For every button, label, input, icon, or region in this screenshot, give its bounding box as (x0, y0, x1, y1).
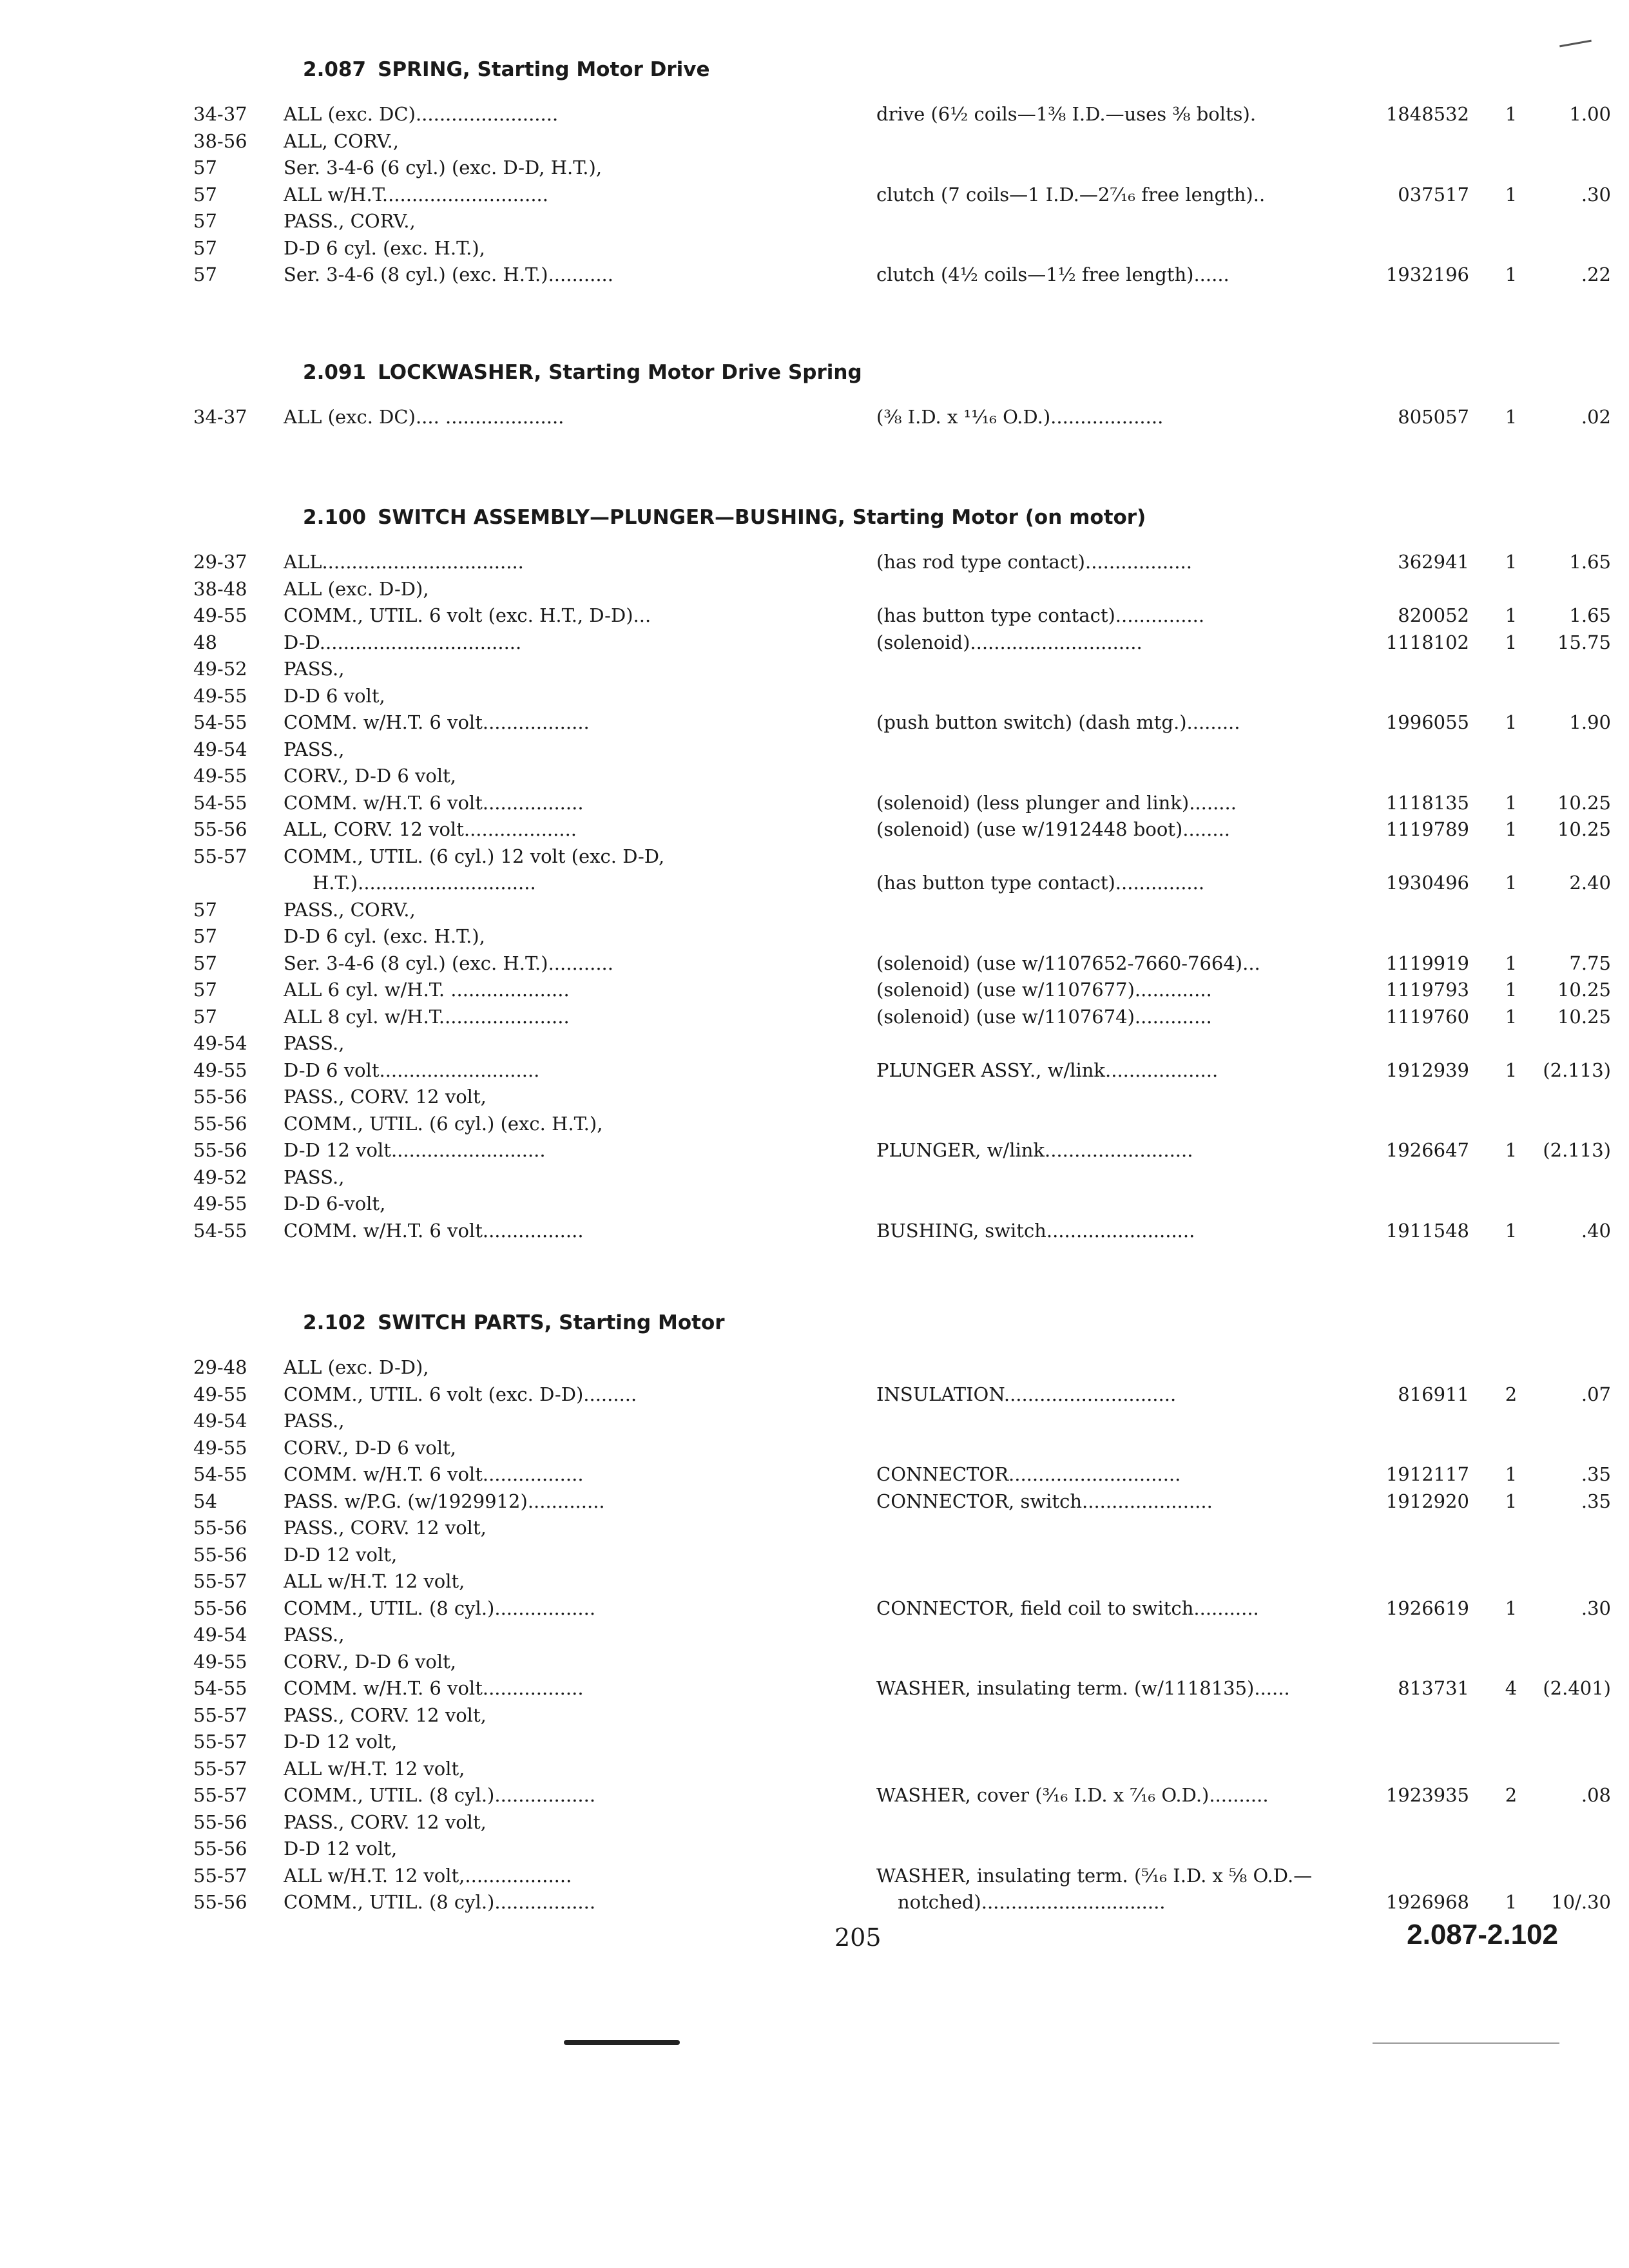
model-years: 49-55 (193, 1650, 247, 1673)
model-years: 55-57 (193, 1757, 247, 1780)
table-row (193, 1517, 1579, 1544)
application: ALL (exc. D-D), (284, 1356, 429, 1378)
section-2-100 (193, 506, 1611, 1246)
application: D-D 6 volt........................... (284, 1059, 540, 1081)
part-number: 1932196 (1385, 264, 1469, 285)
model-years: 57 (193, 210, 217, 232)
table-row (193, 1597, 1611, 1624)
table-row (193, 604, 1611, 631)
table-row (193, 872, 1611, 899)
application: D-D 6 cyl. (exc. H.T.), (284, 925, 485, 947)
application: ALL.................................. (284, 551, 524, 573)
quantity: 1 (1505, 979, 1518, 1001)
model-years: 38-48 (193, 577, 247, 600)
model-years: 49-55 (193, 684, 247, 707)
application: PASS., CORV. 12 volt, (284, 1811, 487, 1833)
part-description: WASHER, cover (³⁄₁₆ I.D. x ⁷⁄₁₆ O.D.).......... (876, 1784, 1269, 1806)
part-description: PLUNGER ASSY., w/link................... (876, 1059, 1219, 1081)
table-row (193, 1838, 1579, 1865)
quantity: 4 (1505, 1677, 1518, 1699)
application: COMM. w/H.T. 6 volt................. (284, 791, 584, 814)
model-years: 54-55 (193, 1463, 247, 1485)
application: PASS., CORV., (284, 898, 416, 921)
model-years: 48 (193, 631, 217, 653)
part-number: 1926647 (1385, 1139, 1469, 1161)
application: ALL 8 cyl. w/H.T...................... (284, 1005, 570, 1028)
part-description: clutch (4½ coils—1½ free length)...... (876, 264, 1229, 285)
application: D-D.................................. (284, 631, 522, 653)
price: .35 (1581, 1490, 1611, 1512)
model-years: 49-55 (193, 765, 247, 787)
quantity: 1 (1505, 103, 1518, 125)
table-row (193, 578, 1579, 605)
model-years: 38-56 (193, 130, 247, 152)
table-row (193, 103, 1611, 130)
table-row (193, 1624, 1579, 1651)
page-number: 205 (834, 1923, 882, 1952)
price: .30 (1581, 183, 1611, 206)
quantity: 1 (1505, 1059, 1518, 1081)
part-description: (⅜ I.D. x ¹¹⁄₁₆ O.D.)................... (876, 406, 1164, 428)
application: COMM., UTIL. (6 cyl.) (exc. H.T.), (284, 1112, 603, 1135)
table-row (193, 631, 1611, 658)
application: COMM., UTIL. (6 cyl.) 12 volt (exc. D-D, (284, 845, 665, 867)
parts-rows (193, 551, 1611, 1246)
price: 1.65 (1569, 604, 1611, 626)
section-number: 2.100 (303, 506, 367, 529)
quantity: 1 (1505, 1597, 1518, 1619)
parts-rows (193, 1356, 1611, 1918)
table-row (193, 1704, 1579, 1731)
table-row (193, 1490, 1611, 1517)
price: (2.113) (1543, 1139, 1611, 1161)
table-row (193, 791, 1611, 819)
model-years: 55-57 (193, 1570, 247, 1592)
model-years: 55-57 (193, 1864, 247, 1887)
application: COMM., UTIL. (8 cyl.)................. (284, 1784, 596, 1806)
table-row (193, 1891, 1611, 1918)
part-number: 805057 (1398, 406, 1469, 428)
part-number: 1119760 (1385, 1005, 1469, 1028)
application: ALL w/H.T. 12 volt,.................. (284, 1864, 572, 1887)
application: ALL w/H.T. 12 volt, (284, 1757, 465, 1780)
model-years: 55-56 (193, 1838, 247, 1860)
section-heading (303, 1311, 1579, 1356)
part-description: INSULATION............................. (876, 1383, 1177, 1405)
application: Ser. 3-4-6 (8 cyl.) (exc. H.T.)........... (284, 952, 613, 974)
part-description: (solenoid) (less plunger and link)........ (876, 791, 1237, 814)
application: D-D 6 cyl. (exc. H.T.), (284, 236, 485, 259)
quantity: 1 (1505, 1891, 1518, 1913)
quantity: 1 (1505, 631, 1518, 653)
application: CORV., D-D 6 volt, (284, 765, 457, 787)
table-row (193, 765, 1579, 792)
table-row (193, 1463, 1611, 1490)
quantity: 1 (1505, 872, 1518, 894)
part-description: CONNECTOR, switch...................... (876, 1490, 1213, 1512)
application: Ser. 3-4-6 (8 cyl.) (exc. H.T.)........... (284, 264, 613, 285)
table-row (193, 1005, 1611, 1033)
section-title: LOCKWASHER, Starting Motor Drive Spring (378, 361, 862, 384)
application: Ser. 3-4-6 (6 cyl.) (exc. D-D, H.T.), (284, 157, 602, 178)
quantity: 1 (1505, 1005, 1518, 1028)
parts-rows (193, 406, 1611, 433)
price: 10/.30 (1551, 1891, 1611, 1913)
model-years: 55-57 (193, 1731, 247, 1753)
application: CORV., D-D 6 volt, (284, 1436, 457, 1459)
part-description: WASHER, insulating term. (w/1118135)...... (876, 1677, 1290, 1699)
application: D-D 12 volt, (284, 1731, 398, 1753)
model-years: 55-56 (193, 1112, 247, 1135)
table-row (193, 1811, 1579, 1838)
table-row (193, 925, 1579, 952)
table-row (193, 264, 1611, 291)
table-row (193, 738, 1579, 765)
part-number: 813731 (1398, 1677, 1469, 1699)
model-years: 34-37 (193, 406, 247, 428)
scan-mark (564, 2040, 680, 2045)
model-years: 49-54 (193, 738, 247, 760)
model-years: 55-56 (193, 1811, 247, 1833)
price: 10.25 (1557, 979, 1611, 1001)
section-heading (303, 361, 1579, 406)
scan-mark (1559, 40, 1592, 48)
price: 10.25 (1557, 818, 1611, 840)
table-row (193, 1193, 1579, 1220)
part-number: 1923935 (1385, 1784, 1469, 1806)
table-row (193, 1677, 1611, 1704)
application: COMM., UTIL. 6 volt (exc. H.T., D-D)... (284, 604, 651, 626)
part-description: CONNECTOR, field coil to switch........... (876, 1597, 1259, 1619)
part-number: 1996055 (1385, 711, 1469, 733)
part-description: (solenoid) (use w/1107677)............. (876, 979, 1212, 1001)
table-row (193, 1731, 1579, 1758)
table-row (193, 130, 1579, 157)
application: D-D 12 volt.......................... (284, 1139, 546, 1161)
model-years: 49-52 (193, 1166, 247, 1188)
application: D-D 12 volt, (284, 1543, 398, 1566)
application: PASS., (284, 738, 345, 760)
application: D-D 6 volt, (284, 684, 385, 707)
section-number: 2.087 (303, 58, 367, 81)
model-years: 55-57 (193, 1784, 247, 1806)
price: .30 (1581, 1597, 1611, 1619)
quantity: 2 (1505, 1383, 1518, 1405)
part-number: 1912117 (1385, 1463, 1469, 1485)
price: 1.90 (1569, 711, 1611, 733)
table-row (193, 1410, 1579, 1437)
application: PASS., (284, 658, 345, 680)
part-description: (solenoid)............................. (876, 631, 1142, 653)
table-row (193, 1113, 1579, 1140)
model-years: 49-54 (193, 1032, 247, 1054)
application: PASS., (284, 1624, 345, 1646)
quantity: 2 (1505, 1784, 1518, 1806)
application: ALL, CORV. 12 volt................... (284, 818, 577, 840)
application: COMM., UTIL. (8 cyl.)................. (284, 1597, 596, 1619)
application: D-D 6-volt, (284, 1193, 386, 1215)
table-row (193, 818, 1611, 845)
model-years: 57 (193, 157, 217, 178)
part-number: 816911 (1398, 1383, 1469, 1405)
model-years: 49-55 (193, 604, 247, 626)
part-description: BUSHING, switch......................... (876, 1219, 1195, 1242)
price: 15.75 (1557, 631, 1611, 653)
model-years: 54-55 (193, 711, 247, 733)
part-description: PLUNGER, w/link......................... (876, 1139, 1193, 1161)
table-row (193, 1356, 1579, 1383)
model-years: 57 (193, 264, 217, 285)
model-years: 49-55 (193, 1383, 247, 1405)
table-row (193, 1865, 1579, 1892)
quantity: 1 (1505, 551, 1518, 573)
model-years: 55-56 (193, 1597, 247, 1619)
price: 7.75 (1569, 952, 1611, 974)
parts-rows (193, 103, 1611, 291)
quantity: 1 (1505, 183, 1518, 206)
section-heading (303, 506, 1579, 551)
application: PASS., (284, 1166, 345, 1188)
model-years: 55-56 (193, 818, 247, 840)
table-row (193, 1570, 1579, 1597)
model-years: 49-55 (193, 1436, 247, 1459)
application: COMM. w/H.T. 6 volt................. (284, 1677, 584, 1699)
section-title: SPRING, Starting Motor Drive (378, 58, 710, 81)
part-number: 820052 (1398, 604, 1469, 626)
price: (2.113) (1543, 1059, 1611, 1081)
model-years: 57 (193, 236, 217, 259)
table-row (193, 1544, 1579, 1571)
price: (2.401) (1543, 1677, 1611, 1699)
model-years: 55-56 (193, 1543, 247, 1566)
model-years: 49-55 (193, 1193, 247, 1215)
part-description: (has button type contact)............... (876, 604, 1205, 626)
section-2-091 (193, 361, 1611, 433)
table-row (193, 183, 1611, 211)
application: COMM., UTIL. 6 volt (exc. D-D)......... (284, 1383, 637, 1405)
model-years: 54-55 (193, 1677, 247, 1699)
section-range: 2.087-2.102 (1407, 1919, 1558, 1950)
part-description: drive (6½ coils—1⅜ I.D.—uses ⅜ bolts). (876, 103, 1257, 125)
price: .08 (1581, 1784, 1611, 1806)
part-number: 1930496 (1385, 872, 1469, 894)
application: ALL w/H.T. 12 volt, (284, 1570, 465, 1592)
application: H.T.).............................. (313, 872, 536, 894)
part-description: (solenoid) (use w/1912448 boot)........ (876, 818, 1231, 840)
part-number: 1926619 (1385, 1597, 1469, 1619)
table-row (193, 952, 1611, 979)
quantity: 1 (1505, 1490, 1518, 1512)
model-years: 57 (193, 1005, 217, 1028)
table-row (193, 1219, 1611, 1247)
table-row (193, 979, 1611, 1006)
model-years: 54-55 (193, 791, 247, 814)
table-row (193, 1059, 1611, 1086)
model-years: 49-55 (193, 1059, 247, 1081)
part-number: 1119793 (1385, 979, 1469, 1001)
model-years: 55-56 (193, 1139, 247, 1161)
table-row (193, 845, 1579, 872)
quantity: 1 (1505, 1139, 1518, 1161)
model-years: 57 (193, 952, 217, 974)
part-number: 1119919 (1385, 952, 1469, 974)
section-number: 2.102 (303, 1311, 367, 1334)
section-heading (303, 58, 1579, 103)
part-description: (has rod type contact).................. (876, 551, 1192, 573)
part-number: 1118102 (1385, 631, 1469, 653)
price: 1.00 (1569, 103, 1611, 125)
table-row (193, 1086, 1579, 1113)
model-years: 55-56 (193, 1517, 247, 1539)
application: ALL (exc. D-D), (284, 577, 429, 600)
part-number: 1118135 (1385, 791, 1469, 814)
model-years: 55-56 (193, 1891, 247, 1913)
section-title: SWITCH PARTS, Starting Motor (378, 1311, 725, 1334)
quantity: 1 (1505, 264, 1518, 285)
part-description: clutch (7 coils—1 I.D.—2⁷⁄₁₆ free length).. (876, 183, 1266, 206)
table-row (193, 210, 1579, 237)
table-row (193, 1032, 1579, 1059)
part-description: (solenoid) (use w/1107652-7660-7664)... (876, 952, 1260, 974)
model-years: 29-48 (193, 1356, 247, 1378)
part-number: 1926968 (1385, 1891, 1469, 1913)
application: COMM., UTIL. (8 cyl.)................. (284, 1891, 596, 1913)
table-row (193, 711, 1611, 738)
table-row (193, 1139, 1611, 1166)
application: ALL, CORV., (284, 130, 399, 152)
section-number: 2.091 (303, 361, 367, 384)
table-row (193, 1437, 1579, 1464)
part-description: notched)............................... (898, 1891, 1166, 1913)
quantity: 1 (1505, 818, 1518, 840)
table-row (193, 1166, 1579, 1193)
section-title: SWITCH ASSEMBLY—PLUNGER—BUSHING, Starting Motor (on motor) (378, 506, 1146, 529)
table-row (193, 1784, 1611, 1811)
application: ALL (exc. DC).... .................... (284, 406, 564, 428)
model-years: 49-54 (193, 1624, 247, 1646)
part-description: (has button type contact)............... (876, 872, 1205, 894)
table-row (193, 1758, 1579, 1785)
application: COMM. w/H.T. 6 volt................. (284, 1463, 584, 1485)
part-description: WASHER, insulating term. (⁵⁄₁₆ I.D. x ⅝ O.D.— (876, 1864, 1313, 1887)
price: 1.65 (1569, 551, 1611, 573)
section-2-102 (193, 1311, 1611, 1918)
part-number: 1912920 (1385, 1490, 1469, 1512)
part-description: CONNECTOR............................. (876, 1463, 1181, 1485)
application: CORV., D-D 6 volt, (284, 1650, 457, 1673)
quantity: 1 (1505, 791, 1518, 814)
part-number: 362941 (1398, 551, 1469, 573)
model-years: 55-57 (193, 845, 247, 867)
application: PASS., (284, 1032, 345, 1054)
price: 10.25 (1557, 1005, 1611, 1028)
application: D-D 12 volt, (284, 1838, 398, 1860)
application: COMM. w/H.T. 6 volt................. (284, 1219, 584, 1242)
model-years: 57 (193, 925, 217, 947)
part-description: (solenoid) (use w/1107674)............. (876, 1005, 1212, 1028)
price: 10.25 (1557, 791, 1611, 814)
application: PASS., CORV. 12 volt, (284, 1704, 487, 1726)
application: PASS., (284, 1410, 345, 1432)
part-number: 1119789 (1385, 818, 1469, 840)
table-row (193, 899, 1579, 926)
model-years: 49-52 (193, 658, 247, 680)
model-years: 55-56 (193, 1086, 247, 1108)
application: PASS., CORV. 12 volt, (284, 1517, 487, 1539)
model-years: 54 (193, 1490, 217, 1512)
application: ALL (exc. DC)........................ (284, 103, 559, 125)
table-row (193, 551, 1611, 578)
price: .02 (1581, 406, 1611, 428)
application: ALL 6 cyl. w/H.T. .................... (284, 979, 570, 1001)
price: .40 (1581, 1219, 1611, 1242)
quantity: 1 (1505, 711, 1518, 733)
part-number: 1912939 (1385, 1059, 1469, 1081)
table-row (193, 1651, 1579, 1678)
quantity: 1 (1505, 604, 1518, 626)
part-number: 1848532 (1385, 103, 1469, 125)
table-row (193, 1383, 1611, 1410)
table-row (193, 157, 1579, 184)
table-row (193, 658, 1579, 685)
model-years: 57 (193, 979, 217, 1001)
quantity: 1 (1505, 406, 1518, 428)
application: PASS., CORV. 12 volt, (284, 1086, 487, 1108)
application: COMM. w/H.T. 6 volt.................. (284, 711, 590, 733)
section-2-087 (193, 58, 1611, 291)
application: PASS., CORV., (284, 210, 416, 232)
price: 2.40 (1569, 872, 1611, 894)
table-row (193, 685, 1579, 712)
model-years: 54-55 (193, 1219, 247, 1242)
part-number: 1911548 (1385, 1219, 1469, 1242)
table-row (193, 406, 1611, 433)
model-years: 29-37 (193, 551, 247, 573)
scan-mark (1373, 2042, 1559, 2044)
application: PASS. w/P.G. (w/1929912)............. (284, 1490, 605, 1512)
quantity: 1 (1505, 1463, 1518, 1485)
application: ALL w/H.T............................ (284, 183, 548, 206)
model-years: 57 (193, 898, 217, 921)
price: .22 (1581, 264, 1611, 285)
model-years: 57 (193, 183, 217, 206)
part-description: (push button switch) (dash mtg.)......... (876, 711, 1240, 733)
price: .07 (1581, 1383, 1611, 1405)
model-years: 49-54 (193, 1410, 247, 1432)
quantity: 1 (1505, 1219, 1518, 1242)
model-years: 34-37 (193, 103, 247, 125)
table-row (193, 237, 1579, 264)
quantity: 1 (1505, 952, 1518, 974)
part-number: 037517 (1398, 183, 1469, 206)
model-years: 55-57 (193, 1704, 247, 1726)
price: .35 (1581, 1463, 1611, 1485)
